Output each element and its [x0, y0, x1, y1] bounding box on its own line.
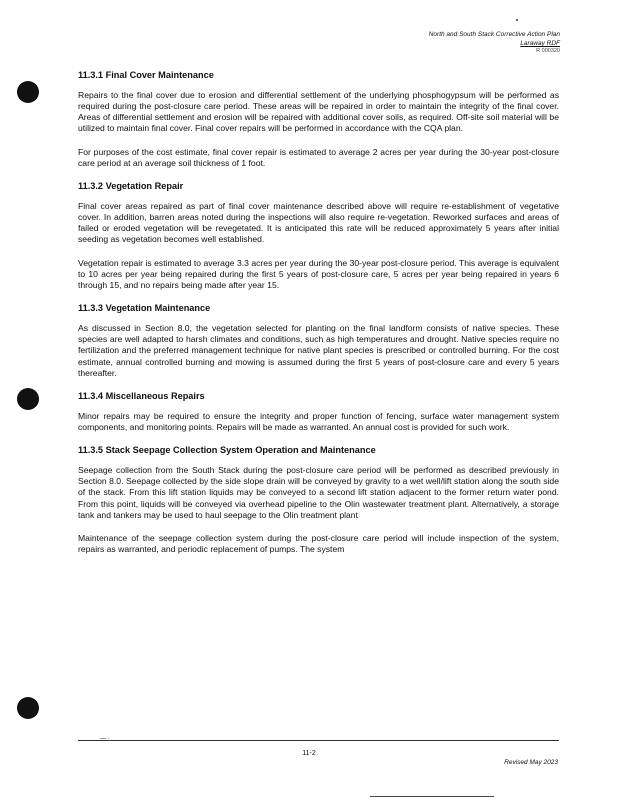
section-miscellaneous-repairs [78, 391, 559, 433]
paragraph: Minor repairs may be required to ensure the integrity and proper function of fencing, surface water management system components, and monitoring points. Repairs will be made as warranted. An annual cost is provided for such work. [78, 410, 559, 432]
section-heading: 11.3.3 Vegetation Maintenance [78, 303, 211, 314]
paragraph: Vegetation repair is estimated to average 3.3 acres per year during the 30-year post-closure period. This average is equivalent to 10 acres per year being repaired during the first 5 years of post-closure care, 5 acres per year being repaired in years 6 through 15, and no repairs being made after year 15. [78, 257, 559, 290]
footer-mark: — · [100, 736, 110, 742]
bottom-rule [370, 796, 494, 797]
binder-hole-middle [17, 388, 39, 410]
paragraph: For purposes of the cost estimate, final cover repair is estimated to average 2 acres per year during the 30-year post-closure care period at an average soil thickness of 1 foot. [78, 146, 559, 168]
paragraph: Final cover areas repaired as part of final cover maintenance described above will require re-establishment of vegetative cover. In addition, barren areas noted during the inspections will also require re-vegetation. Reworked surfaces and areas of failed or eroded vegetation will be revegetated. It is anticipated this rate will be reduced approximately 5 years after initial seeding as vegetation becomes well established. [78, 200, 559, 245]
bates-number: R 000320 [536, 48, 560, 54]
paragraph: Repairs to the final cover due to erosion and differential settlement of the underlying phosphogypsum will be performed as required during the post-closure care period. These areas will be repaired in order to maintain the integrity of the final cover. Areas of differential settlement and erosion will be repaired with additional cover soils, as required. Off-site soil material will be utilized to maintain final cover. Final cover repairs will be performed in accordance with the CQA plan. [78, 90, 559, 134]
section-heading: 11.3.1 Final Cover Maintenance [78, 70, 214, 80]
section-heading: 11.3.5 Stack Seepage Collection System Operation and Maintenance [78, 445, 376, 456]
section-vegetation-maintenance [78, 303, 559, 379]
header-site: Laraway RDF [520, 40, 560, 47]
paragraph: Maintenance of the seepage collection system during the post-closure care period will include inspection of the system, repairs as warranted, and periodic replacement of pumps. The system [78, 532, 559, 555]
binder-hole-bottom [17, 697, 39, 719]
scan-speck [516, 19, 518, 21]
binder-hole-top [17, 81, 39, 103]
section-vegetation-repair [78, 181, 559, 291]
document-body [78, 70, 559, 567]
section-final-cover-maintenance [78, 70, 559, 169]
section-heading: 11.3.2 Vegetation Repair [78, 180, 184, 191]
paragraph: Seepage collection from the South Stack during the post-closure care period will be performed as described previously in Section 8.0. Seepage collected by the side slope drain will be conveyed by gravity to a wet well/lift station along the south side of the stack. From this lift station liquids may be conveyed to a second lift station adjacent to the former return water pond. From this point, liquids will be conveyed via overhead pipeline to the Olin wastewater treatment plant. Alternatively, a storage tank and tankers may be used to haul seepage to the Olin treatment plant [78, 465, 559, 520]
footer-rule [78, 740, 559, 741]
paragraph: As discussed in Section 8.0, the vegetation selected for planting on the final landform consists of native species. These species are well adapted to harsh climates and conditions, such as high temperatures and drought. Native species require no fertilization and the preferred management technique for native plant species is prescribed or controlled burning. For the cost estimate, annual controlled burning and mowing is assumed during the first 5 years of post-closure care and every 5 years thereafter. [78, 323, 559, 378]
section-heading: 11.3.4 Miscellaneous Repairs [78, 390, 205, 401]
page-number: 11-2 [302, 750, 316, 757]
revision-date: Revised May 2023 [504, 759, 558, 766]
section-seepage-collection [78, 445, 559, 555]
header-title: North and South Stack Corrective Action Plan [428, 31, 560, 38]
